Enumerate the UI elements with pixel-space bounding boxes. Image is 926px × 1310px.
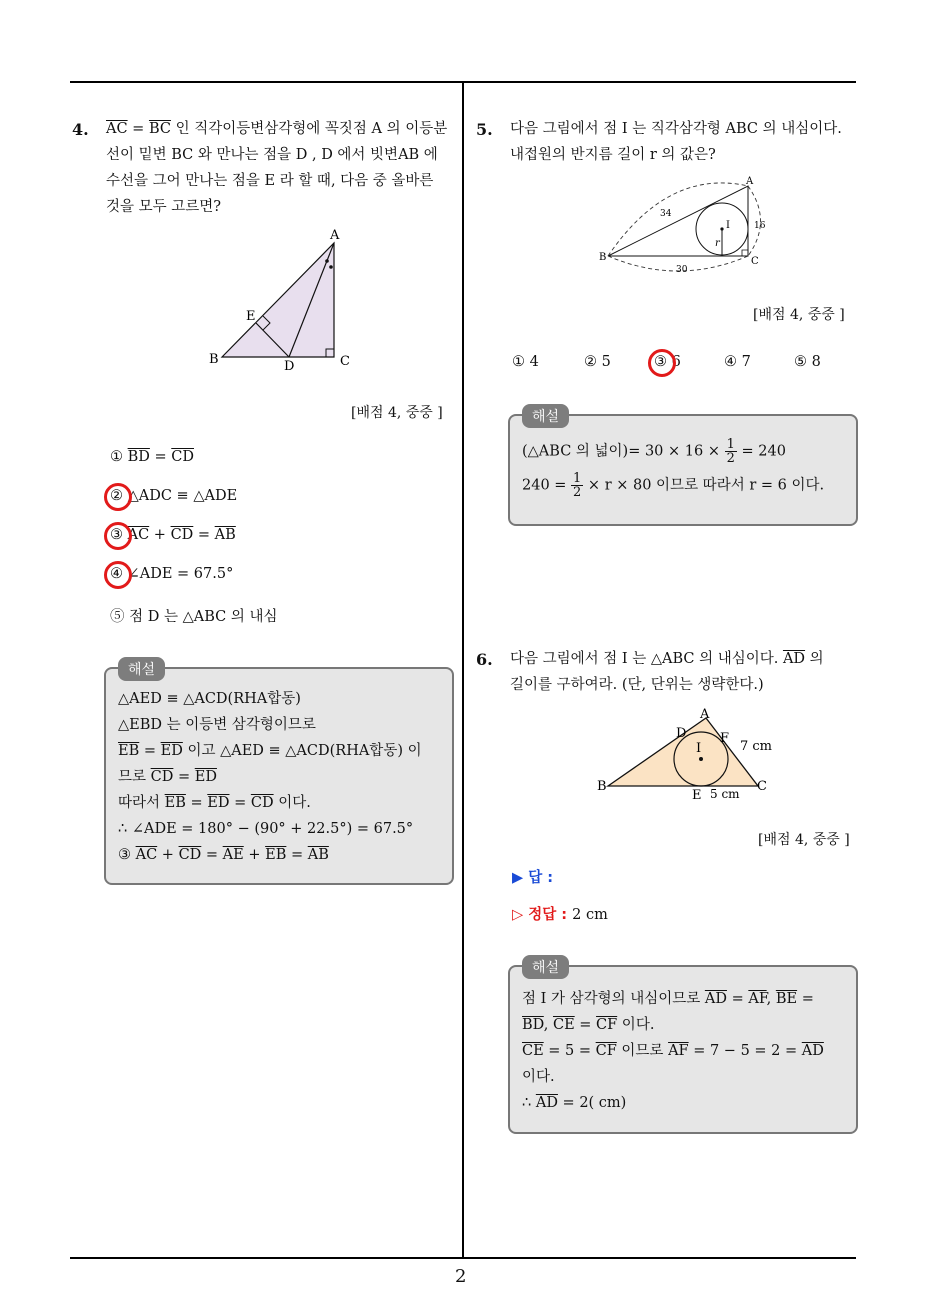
explanation-line: 점 I 가 삼각형의 내심이므로 $\overline{AD} = \overline{AF}$, $\overline{BE}$ = (522, 991, 814, 1007)
score-meta: [배점 4, 중중 ] (753, 307, 845, 323)
label-b: B (209, 352, 219, 367)
svg-text:F: F (720, 731, 730, 746)
segment-ac: $\overline{AC}$ (106, 121, 128, 137)
triangle-figure-q5 (598, 176, 773, 276)
explanation-line: (△ABC 의 넓이)= 30 × 16 × $\frac{1}{2}$ = 240 (522, 437, 786, 466)
question-number: 4. (72, 120, 89, 139)
explanation-line: 240 = $\frac{1}{2}$ × r × 80 이므로 따라서 r = 6 이다. (522, 471, 825, 500)
explanation-line: $\overline{CE} = 5 = \overline{CF}$ 이므로 $\overline{AF} = 7 - 5 = 2 = \overline{AD}$ (522, 1043, 824, 1059)
answer-label: ▶ 답 : (512, 870, 554, 886)
question-number: 5. (476, 120, 493, 139)
segment-bc: $\overline{BC}$ (148, 121, 171, 137)
bottom-rule (70, 1257, 856, 1259)
correct-answer: ▷ 정답 : 2 cm (512, 907, 608, 923)
svg-text:B: B (599, 252, 607, 263)
triangle-abc (222, 243, 334, 357)
svg-text:A: A (700, 708, 710, 722)
svg-text:I: I (726, 220, 730, 231)
explanation-line: 따라서 $\overline{EB} = \overline{ED} = \overline{CD}$ 이다. (118, 795, 311, 811)
answer-mark (648, 349, 676, 377)
svg-text:B: B (597, 779, 607, 794)
choice-2[interactable]: ② 5 (584, 354, 611, 370)
triangle-figure-q4 (200, 225, 360, 375)
svg-text:7 cm: 7 cm (740, 739, 773, 754)
triangle-figure-q6 (592, 708, 782, 808)
explanation-line: ∴ ∠ADE = 180° − (90° + 22.5°) = 67.5° (118, 821, 414, 837)
page-number: 2 (455, 1266, 467, 1287)
svg-text:16: 16 (754, 221, 766, 231)
choice-3[interactable]: ③ 6 (654, 354, 681, 370)
svg-text:5 cm: 5 cm (710, 787, 740, 801)
question-number: 6. (476, 650, 493, 669)
choice-2[interactable]: ② △ADC ≡ △ADE (110, 488, 238, 504)
question-text: 다음 그림에서 점 I 는 △ABC 의 내심이다. $\overline{AD}$ 의 길이를 구하여라. (단, 단위는 생략한다.) (510, 651, 824, 693)
explanation-tag: 해설 (522, 955, 569, 979)
svg-text:E: E (692, 788, 702, 803)
choice-5[interactable]: ⑤ 8 (794, 354, 821, 370)
explanation-box (508, 414, 858, 526)
choice-3[interactable]: ③ $\overline{AC} + \overline{CD} = \overline{AB}$ (110, 527, 236, 543)
label-c: C (340, 354, 350, 369)
explanation-line: ∴ $\overline{AD} = 2$( cm) (522, 1095, 627, 1111)
score-meta: [배점 4, 중중 ] (758, 832, 850, 848)
explanation-line: $\overline{BD}$, $\overline{CE} = \overline{CF}$ 이다. (522, 1017, 655, 1033)
svg-text:I: I (696, 741, 702, 756)
question-text: 다음 그림에서 점 I 는 직각삼각형 ABC 의 내심이다. 내접원의 반지름 길이 r 의 값은? (510, 121, 842, 163)
svg-text:30: 30 (676, 265, 688, 275)
svg-text:A: A (746, 176, 754, 187)
choice-1[interactable]: ① $\overline{BD} = \overline{CD}$ (110, 449, 194, 465)
column-divider (462, 81, 464, 1259)
svg-text:r: r (715, 238, 720, 249)
choice-1[interactable]: ① 4 (512, 354, 539, 370)
explanation-tag: 해설 (118, 657, 165, 681)
answer-mark (104, 522, 132, 550)
explanation-line: 므로 $\overline{CD} = \overline{ED}$ (118, 769, 217, 785)
explanation-line: ③ $\overline{AC} + \overline{CD} = \overline{AE} + \overline{EB} = \overline{AB}$ (118, 847, 329, 863)
svg-text:C: C (757, 779, 767, 794)
svg-text:D: D (676, 726, 687, 741)
choice-4[interactable]: ④ ∠ADE = 67.5° (110, 566, 234, 582)
explanation-tag: 해설 (522, 404, 569, 428)
label-e: E (246, 309, 256, 324)
answer-mark (104, 561, 132, 589)
label-d: D (284, 359, 295, 374)
explanation-line: △AED ≡ △ACD(RHA합동) (118, 691, 301, 707)
score-meta: [배점 4, 중중 ] (351, 405, 443, 421)
explanation-line: △EBD 는 이등변 삼각형이므로 (118, 717, 316, 733)
svg-text:34: 34 (660, 209, 672, 219)
answer-mark (104, 483, 132, 511)
label-a: A (330, 228, 340, 243)
svg-text:C: C (751, 256, 759, 267)
choice-4[interactable]: ④ 7 (724, 354, 751, 370)
question-text: $\overline{AC} = \overline{BC}$ 인 직각이등변삼각형에 꼭짓점 A 의 이등분 선이 밑변 BC 와 만나는 점을 D , D 에서 빗변AB 에 수선을 그어 만나는 점을 E 라 할 때, 다음 중 올바른 것을 모두 고르면? (106, 121, 448, 215)
choice-5[interactable]: ⑤ 점 D 는 △ABC 의 내심 (110, 609, 278, 625)
explanation-line: 이다. (522, 1069, 555, 1085)
explanation-line: $\overline{EB} = \overline{ED}$ 이고 △AED ≡ △ACD(RHA합동) 이 (118, 743, 422, 759)
